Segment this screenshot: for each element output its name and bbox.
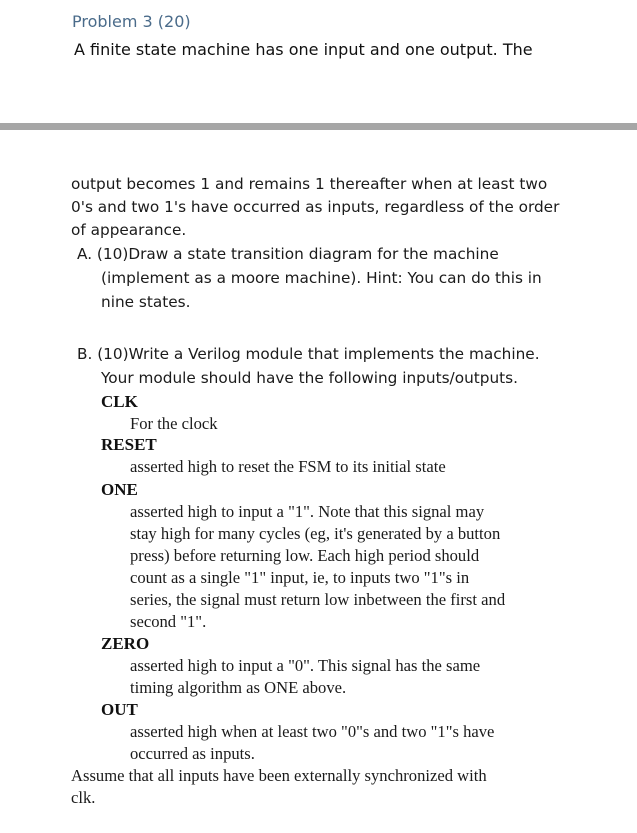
signal-zero-desc: timing algorithm as ONE above.	[130, 678, 347, 697]
signal-one-desc: stay high for many cycles (eg, it's generated by a button	[130, 524, 501, 543]
part-a-line: nine states.	[101, 293, 191, 311]
signal-out-desc: asserted high when at least two "0"s and two "1"s have	[130, 722, 495, 741]
problem-intro: A finite state machine has one input and one output. The	[74, 40, 533, 59]
signal-one-desc: press) before returning low. Each high period should	[130, 546, 480, 565]
signal-clk-name: CLK	[101, 392, 138, 411]
signal-one-desc: second "1".	[130, 612, 207, 631]
signal-out-desc: occurred as inputs.	[130, 744, 255, 763]
signal-one-desc: series, the signal must return low inbetween the first and	[130, 590, 506, 609]
statement-line: 0's and two 1's have occurred as inputs, regardless of the order	[71, 198, 560, 216]
problem-title: Problem 3 (20)	[72, 12, 191, 31]
signal-zero-name: ZERO	[101, 634, 150, 653]
part-b-line: Your module should have the following inputs/outputs.	[101, 369, 518, 387]
statement-line: output becomes 1 and remains 1 thereafter when at least two	[71, 175, 548, 193]
signal-one-desc: asserted high to input a "1". Note that this signal may	[130, 502, 485, 521]
part-b-heading: B. (10)Write a Verilog module that implements the machine.	[77, 345, 540, 363]
signal-reset-name: RESET	[101, 435, 157, 454]
signal-out-name: OUT	[101, 700, 138, 719]
signal-one-name: ONE	[101, 480, 138, 499]
signal-zero-desc: asserted high to input a "0". This signal has the same	[130, 656, 481, 675]
signal-one-desc: count as a single "1" input, ie, to inputs two "1"s in	[130, 568, 470, 587]
signal-clk-desc: For the clock	[130, 414, 218, 433]
signal-reset-desc: asserted high to reset the FSM to its initial state	[130, 457, 446, 476]
divider-bar	[0, 123, 637, 130]
part-a-heading: A. (10)Draw a state transition diagram for the machine	[77, 245, 499, 263]
closing-line: Assume that all inputs have been externally synchronized with	[71, 766, 487, 785]
part-a-line: (implement as a moore machine). Hint: You can do this in	[101, 269, 542, 287]
statement-line: of appearance.	[71, 221, 187, 239]
closing-line: clk.	[71, 788, 96, 807]
